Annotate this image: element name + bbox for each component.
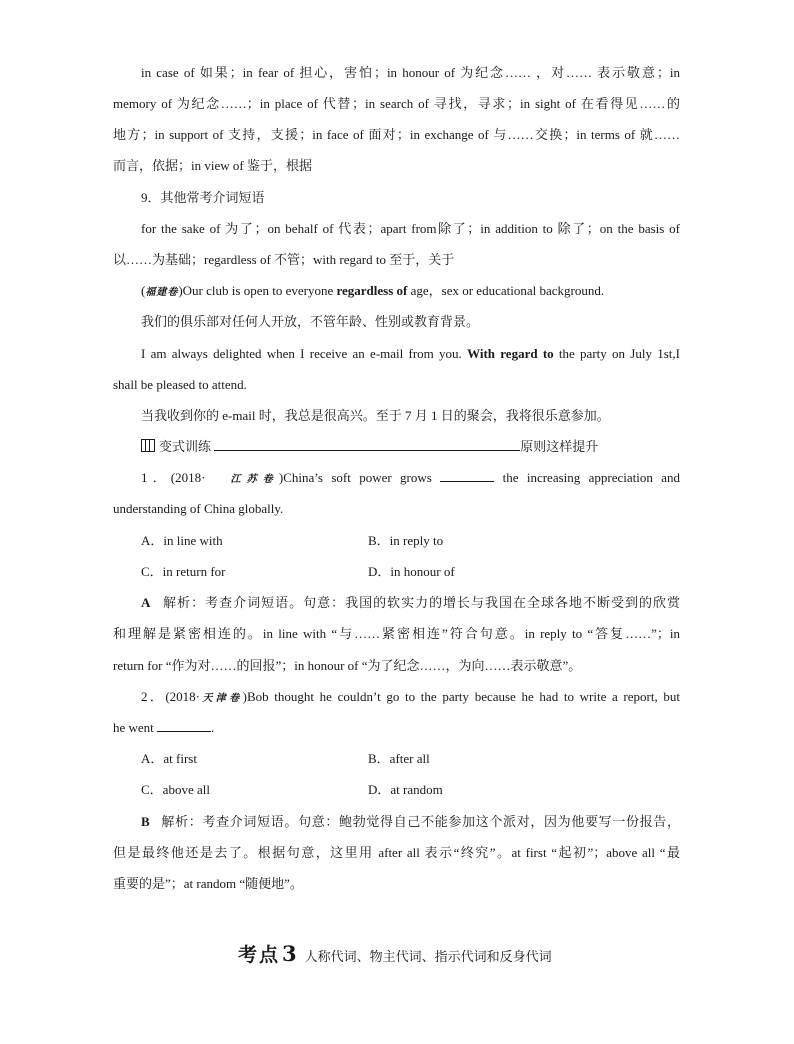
example-2-keyword: With regard to: [467, 346, 554, 361]
question-2-stem-cont: he went .: [113, 720, 215, 735]
question-1-blank: [440, 469, 494, 482]
question-2-option-d: D．at random: [368, 782, 443, 797]
example-1-keyword: regardless of: [336, 283, 408, 298]
heading-label: 考点: [238, 944, 281, 966]
example-2-sentence: I am always delighted when I receive an e-mail from you. With regard to the party on July 1st,I: [141, 346, 680, 361]
question-2-analysis-3: 重要的是”；at random “随便地”。: [113, 876, 303, 891]
question-1-analysis-1: A 解析：考查介词短语。句意：我国的软实力的增长与我国在全球各地不断受到的欣赏: [141, 595, 680, 610]
phrase-list-line-2: memory of 为纪念……；in place of 代替；in search of 寻找，寻求；in sight of 在看得见……的: [113, 96, 680, 111]
section-9-line-2: 以……为基础；regardless of 不管；with regard to 至于，关于: [113, 252, 455, 267]
phrase-list-line-3: 地方；in support of 支持，支援；in face of 面对；in exchange of 与……交换；in terms of 就……: [113, 127, 680, 142]
section-heading: [238, 940, 552, 968]
heading-subtitle: 人称代词、物主代词、指示代词和反身代词: [304, 950, 552, 965]
example-2-sentence-cont: shall be pleased to attend.: [113, 377, 247, 392]
phrase-list-line-1: in case of 如果；in fear of 担心，害怕；in honour of 为纪念…… ，对…… 表示敬意；in: [141, 65, 680, 80]
question-1-option-a: A．in line with: [141, 533, 223, 548]
question-1-option-d: D．in honour of: [368, 564, 455, 579]
question-1-analysis-3: return for “作为对……的回报”；in honour of “为了纪念……，为向……表示敬意”。: [113, 658, 582, 673]
question-1-answer: A: [141, 595, 151, 610]
heading-number: 3: [282, 941, 297, 966]
question-1-stem-cont: understanding of China globally.: [113, 501, 284, 516]
question-1-analysis-2: 和理解是紧密相连的。in line with “与……紧密相连”符合句意。in reply to “答复……”；in: [113, 626, 680, 641]
question-2-option-a: A．at first: [141, 751, 197, 766]
section-9-title: 9．其他常考介词短语: [141, 190, 265, 205]
question-1-option-c: C．in return for: [141, 564, 226, 579]
example-2-translation: 当我收到你的 e-mail 时，我总是很高兴。至于 7 月 1 日的聚会，我将很乐意参加。: [141, 408, 610, 423]
question-2-stem: 2．(2018·天津卷)Bob thought he couldn’t go to the party because he had to write a report, but: [141, 689, 680, 704]
example-1-sentence: (福建卷)Our club is open to everyone regardless of age，sex or educational background.: [141, 283, 605, 298]
question-2-source: 天津卷: [199, 693, 243, 704]
question-2-analysis-1: B 解析：考查介词短语。句意：鲍勃觉得自己不能参加这个派对，因为他要写一份报告，: [141, 814, 680, 829]
question-2-option-b: B．after all: [368, 751, 430, 766]
example-1-translation: 我们的俱乐部对任何人开放，不管年龄、性别或教育背景。: [141, 314, 480, 329]
section-9-line-1: for the sake of 为了；on behalf of 代表；apart from除了；in addition to 除了；on the basis of: [141, 221, 680, 236]
example-1-source: 福建卷: [145, 287, 179, 298]
practice-underline: [214, 438, 520, 451]
question-2-option-c: C．above all: [141, 782, 210, 797]
question-1-stem: 1．(2018· 江苏卷)China’s soft power grows the increasing appreciation and: [141, 470, 681, 485]
practice-header: 变式训练 原则这样提升: [141, 437, 680, 457]
question-2-answer: B: [141, 814, 150, 829]
question-1-source: 江苏卷: [230, 474, 279, 485]
question-2-analysis-2: 但是最终他还是去了。根据句意，这里用 after all 表示“终究”。at first “起初”；above all “最: [113, 845, 680, 860]
practice-box-icon: [141, 439, 155, 452]
phrase-list-line-4: 而言，依据；in view of 鉴于，根据: [113, 158, 312, 173]
question-1-option-b: B．in reply to: [368, 533, 444, 548]
question-2-blank: [157, 719, 211, 732]
